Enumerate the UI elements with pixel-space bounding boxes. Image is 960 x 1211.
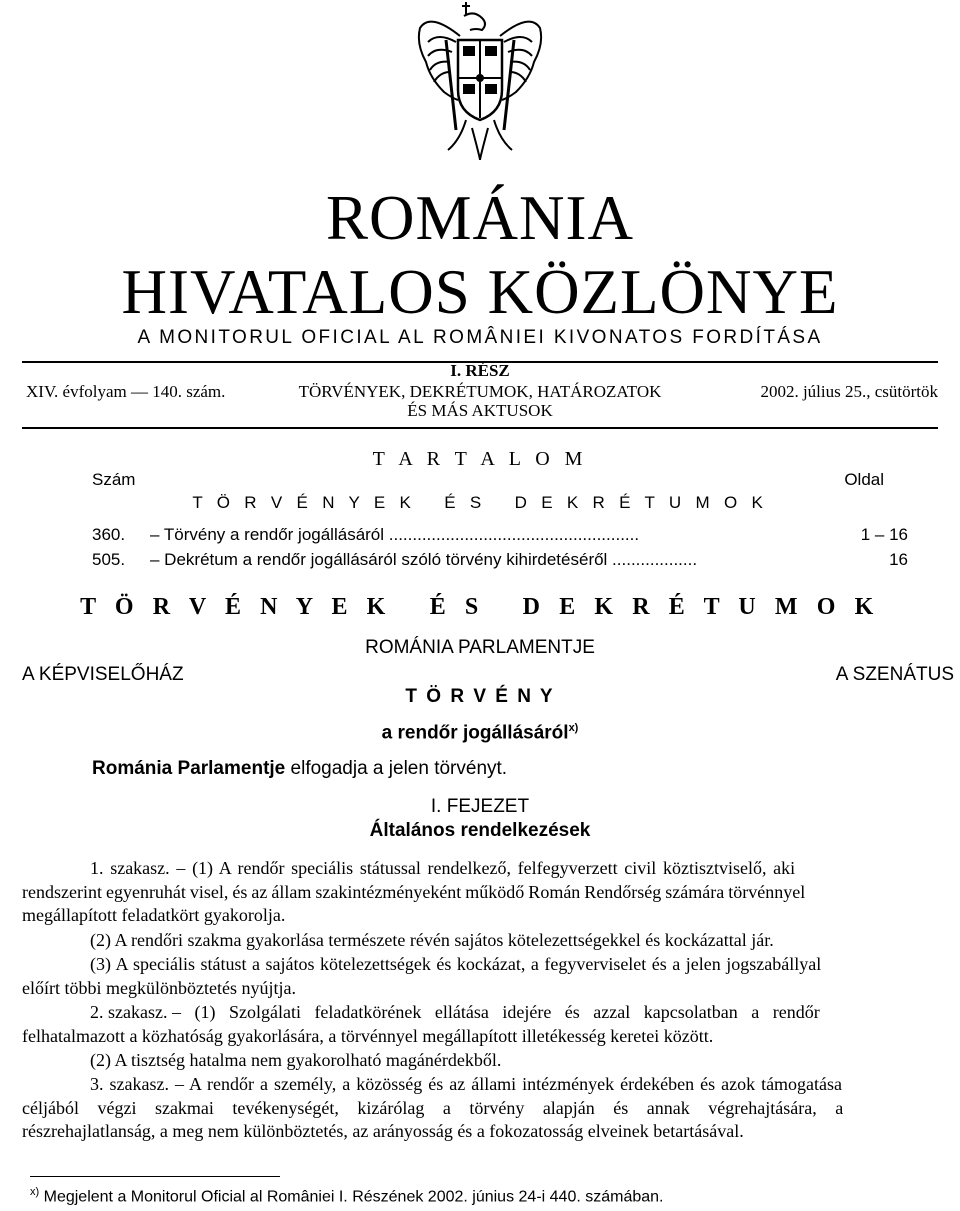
footnote-mark: x) [568, 722, 579, 734]
issue-section-line1: TÖRVÉNYEK, DEKRÉTUMOK, HATÁROZATOK [298, 382, 662, 401]
toc-entry-link[interactable]: – Dekrétum a rendőr jogállásáról szóló törvény kihirdetéséről .................. [150, 550, 698, 569]
article-1-paragraph-2: (2) A rendőri szakma gyakorlása természete révén sajátos kötelezettségekkel és kockázattal jár. [90, 930, 774, 950]
toc-subheading: T Ö R V É N Y E K É S D E K R É T U M O K [192, 493, 768, 512]
issue-section-line2: ÉS MÁS AKTUSOK [407, 401, 553, 420]
parliament-name: ROMÁNIA PARLAMENTJE [365, 637, 595, 658]
toc-title: T A R T A L O M [372, 448, 588, 470]
article-2: 2. szakasz. – (1) Szolgálati feladatkörének ellátása idejére és azzal kapcsolatban a rendőr felhatalmazott a közhatóság gyakorlására, a törvénnyel megállapított illetékesség keretei között. [22, 1002, 820, 1046]
masthead-title-line1: ROMÁNIA [325, 183, 634, 253]
law-subject: a rendőr jogállásáról$^{x)}$ [381, 722, 579, 744]
footnote-rule [30, 1176, 280, 1177]
article-1: 1. szakasz. – (1) A rendőr speciális státussal rendelkező, felfegyverzett civil köztisztviselő, aki rendszerint egyenruhát visel, és az állam szakintézményeként működő Román Rendőrség számára törvénnyel megállapított feladatkört gyakorolja. [22, 858, 806, 925]
header-rule-bottom [22, 427, 938, 429]
article-3: 3. szakasz. – A rendőr a személy, a közösség és az állami intézmények érdekében és azok támogatása céljából végzi szakmai tevékenységét, kizárólag a törvény alapján és annak végrehajtására, a részrehajlatlanság, a meg nem különböztetés, az arányosság és a fokozatosság elveinek betartásával. [22, 1074, 844, 1141]
article-1-paragraph-3: (3) A speciális státust a sajátos kötelezettségek és kockázat, a fegyverviselet és a jelen jogszabállyal előírt többi megkülönböztetés nyújtja. [22, 954, 822, 998]
toc-entry-page: 16 [889, 550, 908, 569]
toc-entry-page: 1 – 16 [860, 525, 908, 544]
adoption-clause: Románia Parlamentje elfogadja a jelen törvényt. [92, 758, 508, 779]
issue-part: I. RÉSZ [450, 361, 510, 380]
chamber-senate: A SZENÁTUS [835, 664, 954, 685]
issue-volume: XIV. évfolyam — 140. szám. [26, 382, 226, 401]
toc-col-page: Oldal [844, 470, 884, 489]
chapter-number: I. FEJEZET [430, 796, 530, 817]
issue-date: 2002. július 25., csütörtök [760, 382, 938, 401]
law-section-heading: T Ö R V É N Y E K É S D E K R É T U M O K [80, 594, 880, 620]
chamber-deputies: A KÉPVISELŐHÁZ [22, 664, 184, 685]
law-type: T Ö R V É N Y [405, 686, 555, 707]
masthead-title-line2: HIVATALOS KÖZLÖNYE [121, 257, 839, 327]
chapter-title: Általános rendelkezések [369, 820, 591, 841]
toc-col-number: Szám [92, 470, 136, 489]
toc-entry-link[interactable]: – Törvény a rendőr jogállásáról ..................................................... [150, 525, 640, 544]
toc-entry-number: 360. [92, 525, 126, 544]
romanian-coat-of-arms-icon [416, 0, 544, 162]
footnote: $^{x)}$ Megjelent a Monitorul Oficial al României I. Részének 2002. június 24-i 440. számában. [30, 1186, 664, 1206]
masthead-subtitle: A MONITORUL OFICIAL AL ROMÂNIEI KIVONATOS FORDÍTÁSA [137, 327, 823, 348]
article-2-paragraph-2: (2) A tisztség hatalma nem gyakorolható magánérdekből. [90, 1050, 502, 1070]
toc-entry-number: 505. [92, 550, 126, 569]
